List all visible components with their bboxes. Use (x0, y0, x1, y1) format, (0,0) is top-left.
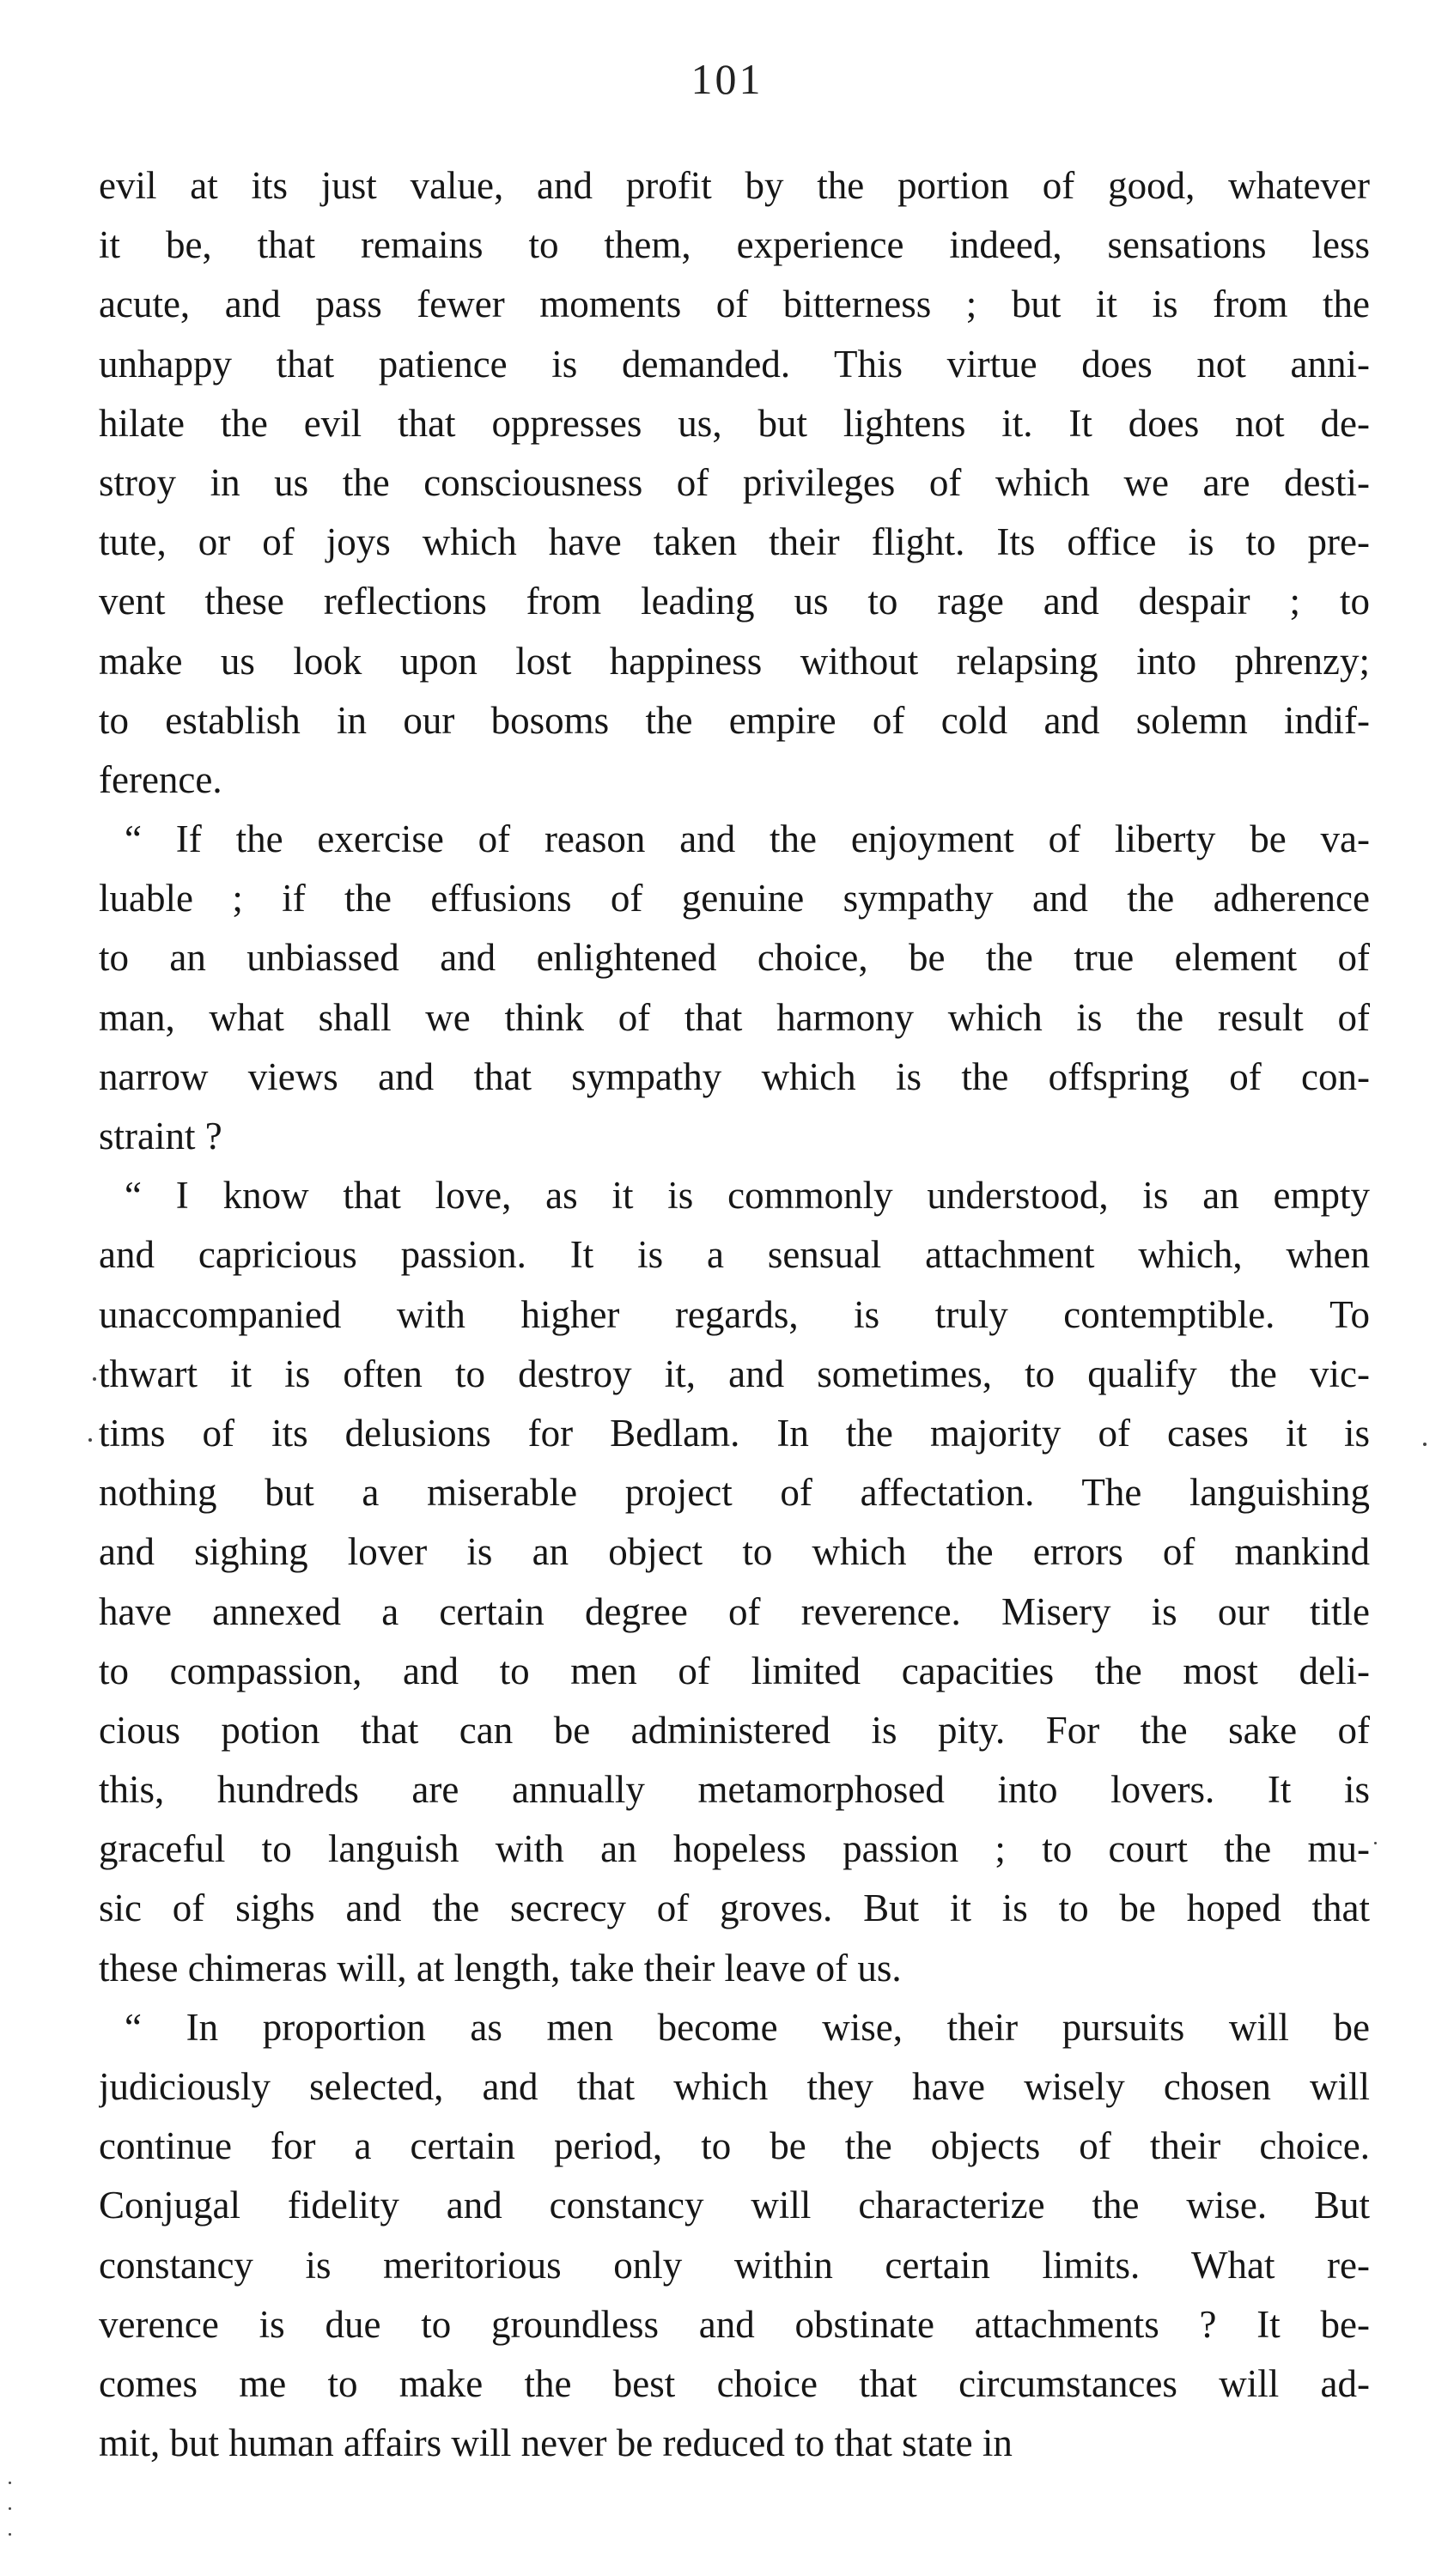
margin-speck (9, 2533, 11, 2536)
text-line: man, what shall we think of that harmony which is the result of (99, 995, 1370, 1039)
text-line: hilate the evil that oppresses us, but lightens it. It does not de- (99, 401, 1370, 445)
text-line: sic of sighs and the secrecy of groves. But it is to be hoped that (99, 1886, 1370, 1930)
text-line: these chimeras will, at length, take their leave of us. (99, 1946, 902, 1990)
text-line: graceful to languish with an hopeless passion ; to court the mu- (99, 1827, 1370, 1871)
margin-speck (9, 2507, 11, 2510)
text-line: nothing but a miserable project of affectation. The languishing (99, 1471, 1370, 1515)
page-number: 101 (690, 55, 764, 103)
text-line: make us look upon lost happiness without relapsing into phrenzy; (99, 639, 1370, 683)
text-line: stroy in us the consciousness of privileges of which we are desti- (99, 460, 1370, 504)
paragraph (99, 810, 1370, 1166)
text-line: and sighing lover is an object to which the errors of mankind (99, 1530, 1370, 1574)
text-line: to compassion, and to men of limited capacities the most deli- (99, 1649, 1370, 1692)
text-line: verence is due to groundless and obstinate attachments ? It be- (99, 2302, 1370, 2346)
text-line: acute, and pass fewer moments of bitterness ; but it is from the (99, 283, 1370, 326)
text-line: comes me to make the best choice that circumstances will ad- (99, 2361, 1370, 2405)
margin-speck (93, 1377, 96, 1381)
text-line: this, hundreds are annually metamorphosed into lovers. It is (99, 1768, 1370, 1812)
text-line: “ In proportion as men become wise, their pursuits will be (125, 2005, 1370, 2049)
text-line: have annexed a certain degree of reverence. Misery is our title (99, 1589, 1370, 1633)
text-line: and capricious passion. It is a sensual attachment which, when (99, 1233, 1370, 1277)
text-line: mit, but human affairs will never be reduced to that state in (99, 2421, 1013, 2465)
text-line: “ If the exercise of reason and the enjoyment of liberty be va- (125, 817, 1370, 861)
text-line: ference. (99, 757, 222, 801)
paragraph (99, 156, 1370, 810)
text-line: straint ? (99, 1115, 222, 1157)
text-line: Conjugal fidelity and constancy will characterize the wise. But (99, 2184, 1370, 2227)
text-line: unaccompanied with higher regards, is truly contemptible. To (99, 1292, 1370, 1336)
text-line: constancy is meritorious only within certain limits. What re- (99, 2243, 1370, 2287)
text-line: cious potion that can be administered is pity. For the sake of (99, 1708, 1370, 1752)
text-line: judiciously selected, and that which they have wisely chosen will (99, 2065, 1370, 2108)
text-line: thwart it is often to destroy it, and sometimes, to qualify the vic- (99, 1352, 1370, 1395)
text-line: unhappy that patience is demanded. This virtue does not anni- (99, 342, 1370, 386)
text-line: tims of its delusions for Bedlam. In the majority of cases it is (99, 1411, 1370, 1455)
text-line: to an unbiassed and enlightened choice, be the true element of (99, 936, 1370, 980)
text-line: vent these reflections from leading us to rage and despair ; to (99, 580, 1370, 623)
body-text (99, 156, 1370, 2473)
text-line: narrow views and that sympathy which is the offspring of con- (99, 1054, 1370, 1098)
text-line: continue for a certain period, to be the objects of their choice. (99, 2124, 1370, 2168)
text-line: it be, that remains to them, experience indeed, sensations less (99, 223, 1370, 267)
margin-speck (88, 1438, 92, 1442)
margin-speck (1423, 1443, 1427, 1446)
text-line: tute, or of joys which have taken their flight. Its office is to pre- (99, 520, 1370, 564)
text-line: evil at its just value, and profit by the portion of good, whatever (99, 164, 1370, 207)
margin-speck (9, 2482, 11, 2484)
text-line: “ I know that love, as it is commonly understood, is an empty (125, 1174, 1370, 1218)
text-line: to establish in our bosoms the empire of cold and solemn indif- (99, 698, 1370, 742)
paragraph (99, 1998, 1370, 2474)
margin-speck (1374, 1842, 1377, 1844)
paragraph (99, 1166, 1370, 1998)
text-line: luable ; if the effusions of genuine sympathy and the adherence (99, 877, 1370, 920)
